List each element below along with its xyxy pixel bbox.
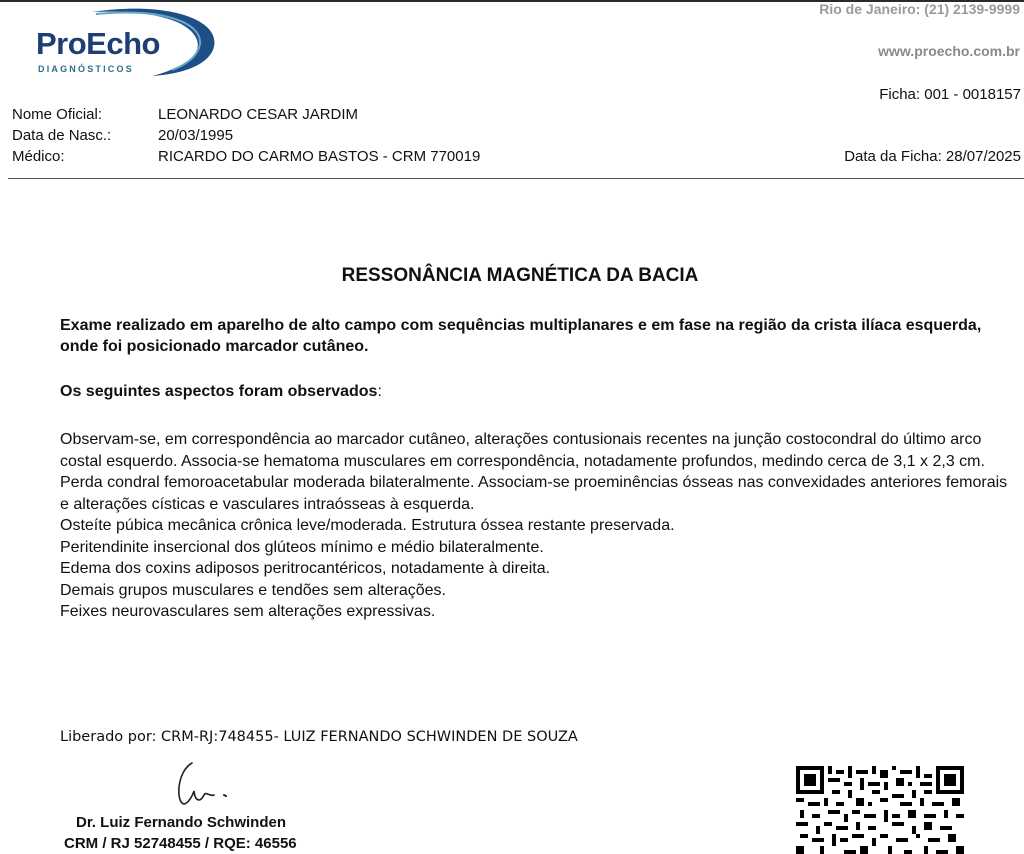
ficha-number: Ficha: 001 - 0018157 <box>879 86 1021 103</box>
report-title: RESSONÂNCIA MAGNÉTICA DA BACIA <box>341 265 699 286</box>
finding-item: Demais grupos musculares e tendões sem alterações. <box>60 581 446 599</box>
patient-dob: 20/03/1995 <box>158 127 234 144</box>
proecho-logo <box>22 4 222 80</box>
qr-code-icon[interactable] <box>796 766 964 854</box>
signature-icon <box>170 757 250 817</box>
doctor-label: Médico: <box>12 148 65 165</box>
released-by: Liberado por: CRM-RJ:748455- LUIZ FERNANDO SCHWINDEN DE SOUZA <box>60 729 578 745</box>
logo-subtitle: DIAGNÓSTICOS <box>38 64 134 74</box>
findings-heading-text: Os seguintes aspectos foram observados <box>60 383 378 400</box>
finding-item: Feixes neurovasculares sem alterações expressivas. <box>60 603 436 620</box>
header-divider <box>8 178 1024 179</box>
doctor-name: RICARDO DO CARMO BASTOS - CRM 770019 <box>158 148 481 165</box>
findings-heading <box>60 381 382 402</box>
signer-crm: CRM / RJ 52748455 / RQE: 46556 <box>64 835 297 852</box>
finding-item: Observam-se, em correspondência ao marcador cutâneo, alterações contusionais recentes na junção costocondral do último arco costal esquerdo. Associa-se hematoma musculares em correspondência, notadamente profundos, medindo cerca de 3,1 x 2,3 cm. <box>60 431 985 470</box>
report-intro: Exame realizado em aparelho de alto campo com sequências multiplanares e em fase na região da crista ilíaca esquerda, onde foi posicionado marcador cutâneo. <box>60 317 982 355</box>
finding-item: Edema dos coxins adiposos peritrocantéricos, notadamente à direita. <box>60 560 551 577</box>
ficha-date: Data da Ficha: 28/07/2025 <box>844 148 1021 165</box>
findings-heading-colon: : <box>377 383 382 400</box>
finding-item: Osteíte púbica mecânica crônica leve/moderada. Estrutura óssea restante preservada. <box>60 517 675 534</box>
signer-name: Dr. Luiz Fernando Schwinden <box>76 814 287 831</box>
finding-item: Peritendinite insercional dos glúteos mínimo e médio bilateralmente. <box>60 538 544 556</box>
patient-name: LEONARDO CESAR JARDIM <box>158 106 359 123</box>
findings-list <box>60 429 1015 623</box>
header-phone: Rio de Janeiro: (21) 2139-9999 <box>819 1 1020 17</box>
finding-item: Perda condral femoroacetabular moderada bilateralmente. Associam-se proeminências ósseas nas convexidades anteriores femorais e alterações císticas e vasculares intraósseas à esquerda. <box>60 474 1008 513</box>
header-website: www.proecho.com.br <box>878 43 1020 59</box>
patient-name-label: Nome Oficial: <box>12 106 103 123</box>
patient-dob-label: Data de Nasc.: <box>12 127 112 144</box>
logo-name: ProEcho <box>36 26 160 61</box>
